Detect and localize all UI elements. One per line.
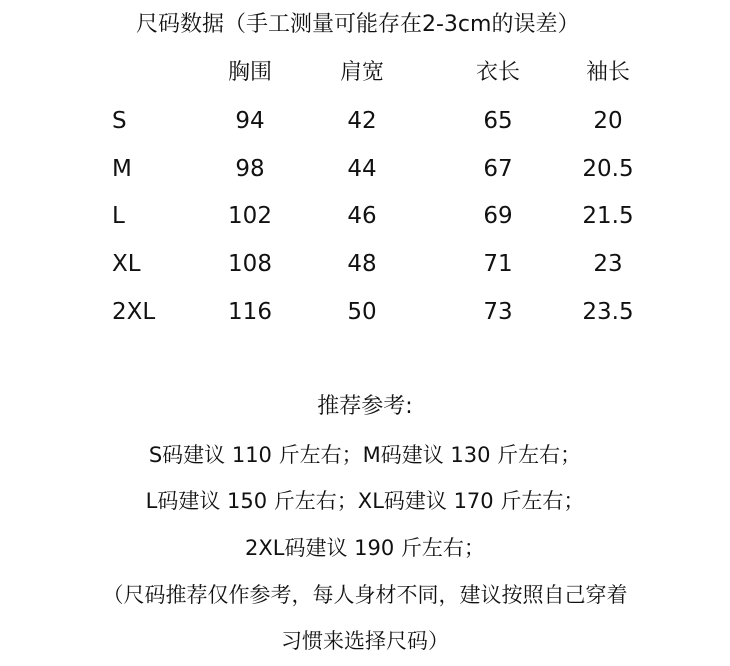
table-cell: 20.5: [582, 156, 634, 182]
table-cell: 20: [593, 108, 623, 134]
recommendation-line: L码建议 150 斤左右；XL码建议 170 斤左右；: [145, 489, 585, 513]
recommendation-line: S码建议 110 斤左右；M码建议 130 斤左右；: [148, 443, 582, 467]
table-cell: 44: [347, 156, 377, 182]
table-cell: 116: [228, 299, 272, 325]
table-row-size: XL: [112, 251, 141, 277]
table-cell: 23: [593, 251, 623, 277]
table-cell: 73: [483, 299, 513, 325]
column-header-chest: 胸围: [227, 60, 272, 85]
table-row-size: 2XL: [112, 299, 156, 325]
table-cell: 102: [228, 203, 272, 229]
table-cell: 50: [347, 299, 377, 325]
page-title: 尺码数据（手工测量可能存在2-3cm的误差）: [136, 12, 580, 37]
recommendation-heading: 推荐参考:: [317, 394, 413, 419]
table-cell: 71: [483, 251, 513, 277]
table-cell: 23.5: [582, 299, 634, 325]
table-cell: 48: [347, 251, 377, 277]
table-cell: 98: [235, 156, 265, 182]
recommendation-line: 2XL码建议 190 斤左右；: [245, 536, 485, 560]
column-header-length: 衣长: [475, 60, 520, 85]
table-cell: 69: [483, 203, 513, 229]
table-row-size: L: [112, 203, 125, 229]
column-header-sleeve: 袖长: [585, 60, 630, 85]
column-header-shoulder: 肩宽: [339, 60, 384, 85]
table-cell: 65: [483, 108, 513, 134]
table-cell: 46: [347, 203, 377, 229]
table-cell: 67: [483, 156, 513, 182]
table-cell: 21.5: [582, 203, 634, 229]
table-row-size: S: [112, 108, 127, 134]
recommendation-note: （尺码推荐仅作参考，每人身材不同，建议按照自己穿着: [102, 583, 628, 607]
table-row-size: M: [112, 156, 132, 182]
table-cell: 108: [228, 251, 272, 277]
table-cell: 42: [347, 108, 377, 134]
table-cell: 94: [235, 108, 265, 134]
recommendation-note: 习惯来选择尺码）: [281, 629, 449, 653]
